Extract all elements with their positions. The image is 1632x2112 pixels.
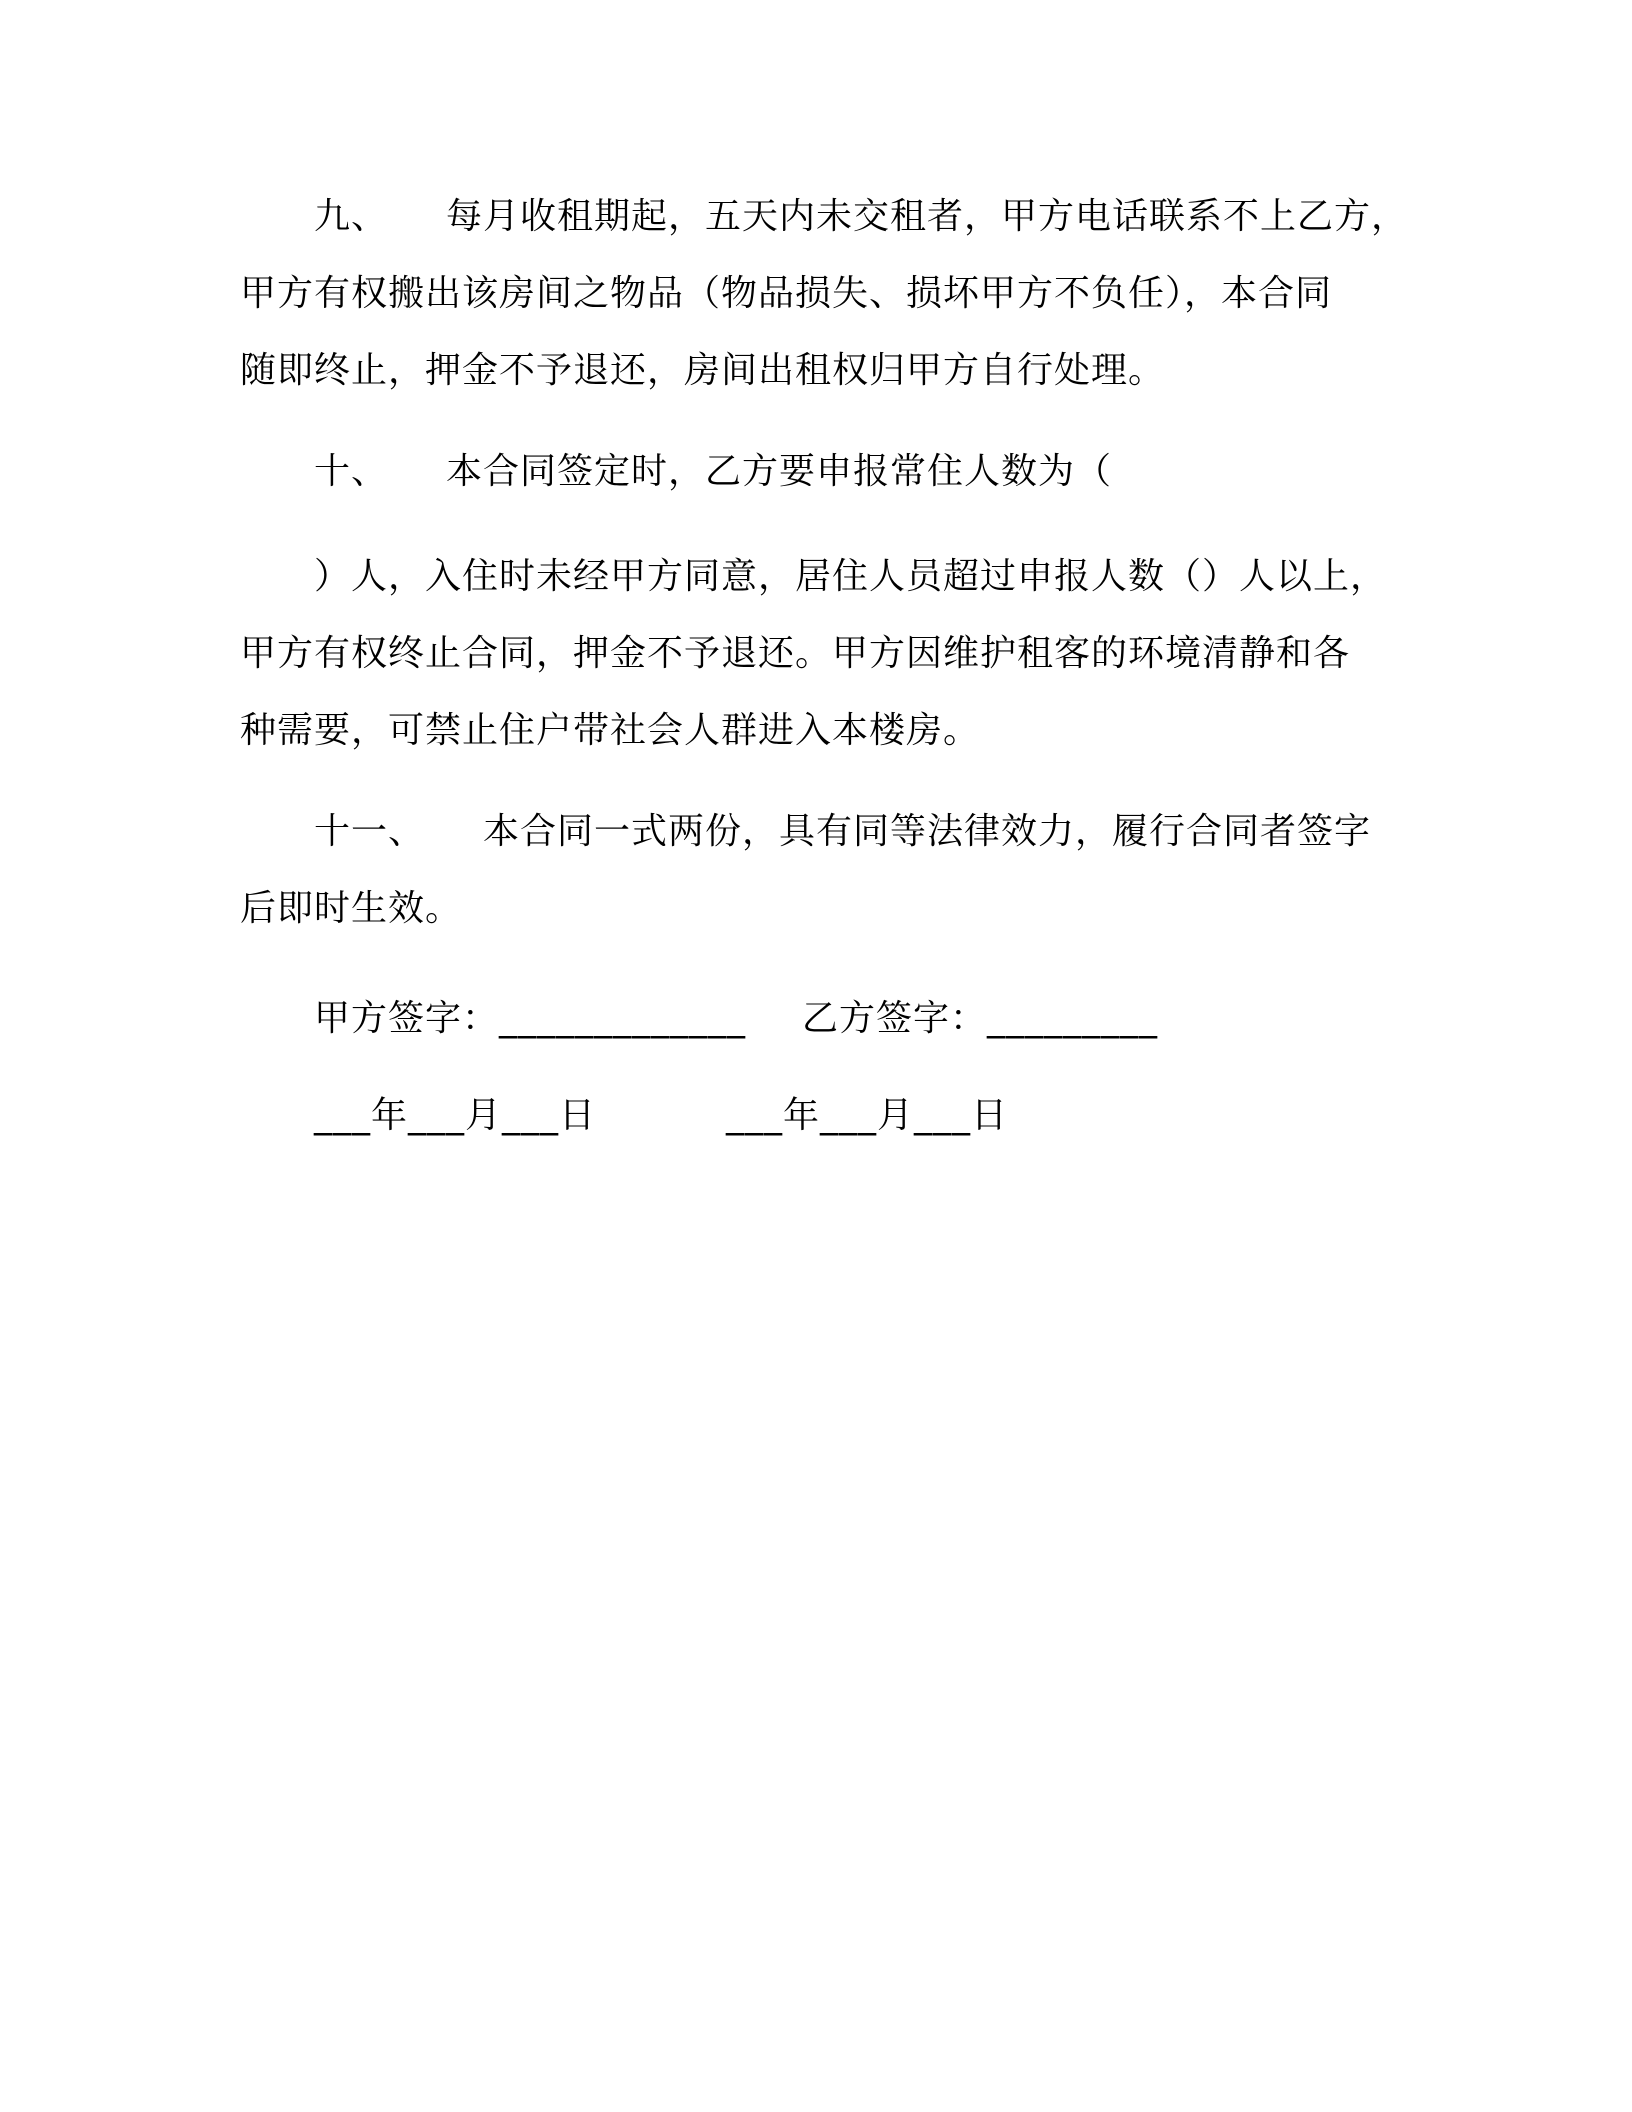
clause-9-number: 九、: [314, 196, 389, 237]
signature-row: [314, 995, 1158, 1043]
clause-10-line-1: [314, 448, 1112, 496]
party-a-signature: 甲方签字：_____________: [314, 998, 747, 1039]
clause-9-line-2: 甲方有权搬出该房间之物品（物品损失、损坏甲方不负任），本合同: [240, 273, 1333, 314]
clause-11-line-1: [314, 808, 1371, 856]
clause-11-line-2: 后即时生效。: [240, 888, 463, 929]
date-row: [314, 1092, 1008, 1140]
clause-10-line-2: ）人，入住时未经甲方同意，居住人员超过申报人数（）人以上，: [314, 556, 1388, 597]
party-b-date: ___年___月___日: [726, 1095, 1009, 1136]
clause-10-number: 十、: [314, 451, 389, 492]
clause-9-text-1: 每月收租期起，五天内未交租者，甲方电话联系不上乙方，: [446, 196, 1409, 237]
party-b-signature: 乙方签字：_________: [802, 998, 1159, 1039]
clause-10-text-1: 本合同签定时，乙方要申报常住人数为（: [446, 451, 1113, 492]
clause-11-number: 十一、: [314, 811, 426, 852]
clause-11-text-1: 本合同一式两份，具有同等法律效力，履行合同者签字: [483, 811, 1372, 852]
party-a-date: ___年___月___日: [314, 1095, 597, 1136]
clause-10-line-3: 甲方有权终止合同，押金不予退还。甲方因维护租客的环境清静和各: [240, 633, 1351, 674]
clause-9-line-3: 随即终止，押金不予退还，房间出租权归甲方自行处理。: [240, 350, 1166, 391]
clause-10-line-4: 种需要，可禁止住户带社会人群进入本楼房。: [240, 710, 981, 751]
clause-9-line-1: [314, 193, 1408, 241]
